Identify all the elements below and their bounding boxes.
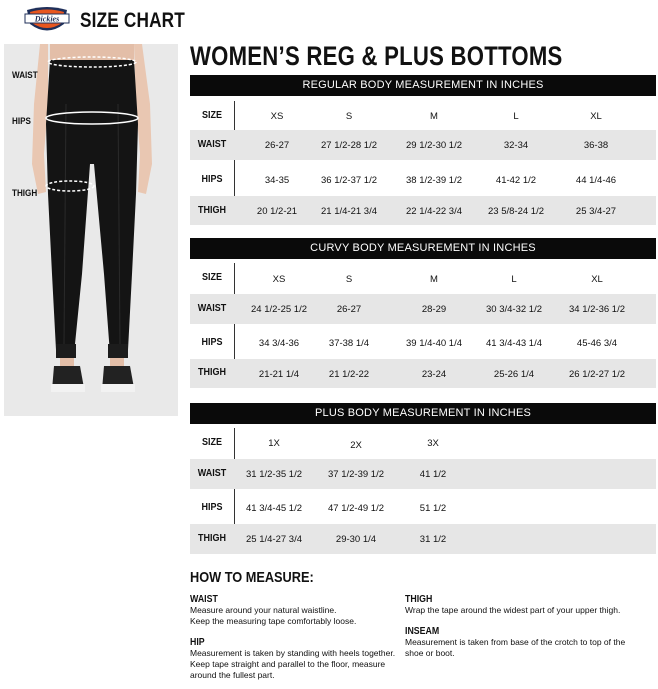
plus-hips-3x: 51 1/2 [419,503,447,514]
size-chart-title: SIZE CHART [80,9,185,32]
curvy-waist-m: 28-29 [421,304,447,315]
regular-hips-s: 36 1/2-37 1/2 [321,175,377,186]
regular-hips-l: 41-42 1/2 [495,175,537,186]
regular-waist-xs: 26-27 [264,140,290,151]
regular-thigh-m: 22 1/4-22 3/4 [406,206,462,217]
regular-hips-label: HIPS [201,174,223,185]
logo-text: Dickies [34,14,60,24]
regular-size-label: SIZE [201,110,222,121]
plus-size-2x: 2X [350,440,362,451]
curvy-thigh-label: THIGH [197,367,226,378]
regular-row-hips [190,166,656,194]
regular-thigh-xl: 25 3/4-27 [575,206,617,217]
htm-hip-line-1: Measurement is taken by standing with heels together. [190,648,396,658]
regular-waist-m: 29 1/2-30 1/2 [406,140,462,151]
curvy-hips-xl: 45-46 3/4 [576,338,618,349]
regular-size-xs: XS [270,111,284,122]
photo-label-thigh: THIGH [12,188,38,198]
htm-inseam-line-2: shoe or boot. [405,648,455,658]
plus-hips-label: HIPS [201,502,223,513]
plus-hips-2x: 47 1/2-49 1/2 [328,503,384,514]
regular-thigh-s: 21 1/4-21 3/4 [321,206,377,217]
htm-waist-line-1: Measure around your natural waistline. [190,605,337,615]
curvy-hips-s: 37-38 1/4 [328,338,370,349]
curvy-size-label: SIZE [201,272,222,283]
plus-waist-3x: 41 1/2 [419,469,447,480]
main-title: WOMEN’S REG & PLUS BOTTOMS [190,41,563,71]
plus-waist-2x: 37 1/2-39 1/2 [328,469,384,480]
htm-hip-section [190,637,410,681]
plus-size-row [190,435,656,451]
htm-waist-line-2: Keep the measuring tape comfortably loose. [190,616,357,626]
plus-waist-label: WAIST [197,468,227,479]
curvy-row-waist [190,294,656,324]
htm-inseam-heading: INSEAM [405,626,440,637]
curvy-size-m: M [430,274,438,285]
curvy-waist-xs: 24 1/2-25 1/2 [251,304,307,315]
curvy-hips-xs: 34 3/4-36 [258,338,300,349]
regular-waist-s: 27 1/2-28 1/2 [321,140,377,151]
regular-row-waist [190,130,656,160]
regular-size-m: M [430,111,438,122]
htm-hip-heading: HIP [190,637,205,648]
dickies-logo [24,6,70,36]
curvy-hips-label: HIPS [201,337,223,348]
plus-hips-1x: 41 3/4-45 1/2 [246,503,302,514]
curvy-hips-m: 39 1/4-40 1/4 [406,338,462,349]
plus-thigh-3x: 31 1/2 [419,534,447,545]
curvy-thigh-l: 25-26 1/4 [493,369,535,380]
htm-inseam-line-1: Measurement is taken from base of the crotch to top of the [405,637,626,647]
htm-waist-section [190,594,410,627]
plus-thigh-2x: 29-30 1/4 [335,534,377,545]
plus-waist-1x: 31 1/2-35 1/2 [246,469,302,480]
regular-size-l: L [513,111,519,122]
plus-row-waist [190,459,656,489]
model-illustration [4,44,178,416]
curvy-table-header: CURVY BODY MEASUREMENT IN INCHES [190,238,656,259]
regular-hips-xs: 34-35 [264,175,290,186]
regular-size-row [190,108,656,124]
photo-label-waist: WAIST [12,70,38,80]
regular-waist-xl: 36-38 [583,140,609,151]
how-to-measure-title: HOW TO MEASURE: [190,569,314,586]
htm-waist-heading: WAIST [190,594,218,605]
plus-size-label: SIZE [201,437,222,448]
plus-size-3x: 3X [427,438,439,449]
plus-row-thigh [190,524,656,554]
regular-thigh-l: 23 5/8-24 1/2 [488,206,544,217]
curvy-size-row [190,270,656,286]
curvy-waist-l: 30 3/4-32 1/2 [486,304,542,315]
plus-thigh-1x: 25 1/4-27 3/4 [246,534,302,545]
htm-thigh-line-1: Wrap the tape around the widest part of your upper thigh. [405,605,621,615]
model-photo [4,44,178,416]
htm-thigh-heading: THIGH [405,594,433,605]
regular-thigh-label: THIGH [197,205,226,216]
htm-inseam-section [405,626,655,659]
curvy-row-thigh [190,359,656,388]
curvy-size-xs: XS [272,274,286,285]
plus-row-hips [190,494,656,522]
regular-waist-l: 32-34 [503,140,529,151]
regular-table-header: REGULAR BODY MEASUREMENT IN INCHES [190,75,656,96]
curvy-row-hips [190,329,656,357]
htm-hip-line-2: Keep tape straight and parallel to the floor, measure [190,659,386,669]
regular-thigh-xs: 20 1/2-21 [256,206,298,217]
curvy-size-l: L [511,274,517,285]
regular-hips-m: 38 1/2-39 1/2 [406,175,462,186]
curvy-thigh-s: 21 1/2-22 [328,369,370,380]
htm-hip-line-3: around the fullest part. [190,670,275,680]
plus-size-1x: 1X [268,438,280,449]
regular-hips-xl: 44 1/4-46 [575,175,617,186]
curvy-size-xl: XL [591,274,603,285]
plus-thigh-label: THIGH [197,533,226,544]
photo-label-hips: HIPS [12,116,31,126]
curvy-waist-label: WAIST [197,303,227,314]
curvy-thigh-xl: 26 1/2-27 1/2 [569,369,625,380]
curvy-thigh-m: 23-24 [421,369,447,380]
curvy-thigh-xs: 21-21 1/4 [258,369,300,380]
curvy-waist-xl: 34 1/2-36 1/2 [569,304,625,315]
curvy-size-s: S [345,274,353,285]
plus-table-header: PLUS BODY MEASUREMENT IN INCHES [190,403,656,424]
curvy-hips-l: 41 3/4-43 1/4 [486,338,542,349]
regular-size-s: S [345,111,353,122]
regular-row-thigh [190,196,656,225]
regular-waist-label: WAIST [197,139,227,150]
regular-size-xl: XL [590,111,602,122]
curvy-waist-s: 26-27 [336,304,362,315]
htm-thigh-section [405,594,655,616]
